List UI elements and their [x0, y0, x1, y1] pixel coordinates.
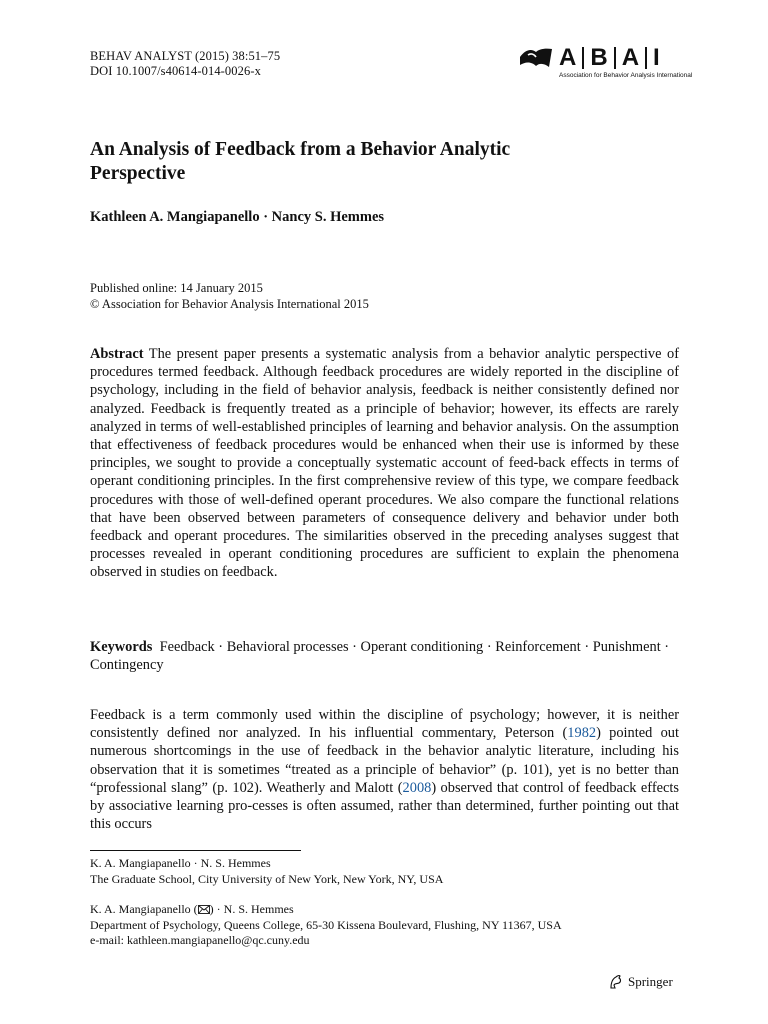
citation-link-2008[interactable]: 2008: [402, 779, 432, 796]
logo-divider: [645, 47, 647, 69]
intro-text-2: ) pointed out numerous shortcomings in the use of feedback in the behavior analytic literature, including his observation that it is sometimes “treated as a principle of behavior” (p. 101), yet is no better than “professional slang” (p. 102). Weatherly and Malott (: [90, 725, 680, 796]
journal-doi[interactable]: DOI 10.1007/s40614-014-0026-x: [90, 64, 261, 78]
keywords: [90, 638, 679, 674]
intro-paragraph: [90, 706, 679, 833]
publication-info: [90, 280, 369, 312]
logo-caption: Association for Behavior Analysis International: [559, 72, 693, 79]
abai-logo: [519, 44, 693, 82]
logo-letter-i: I: [653, 44, 660, 71]
author-email[interactable]: e-mail: kathleen.mangiapanello@qc.cuny.edu: [90, 933, 310, 947]
springer-logo: [608, 974, 673, 990]
affiliation-address: The Graduate School, City University of New York, New York, NY, USA: [90, 871, 444, 886]
abstract-text: The present paper presents a systematic analysis from a behavior analytic perspective of procedures termed feedback. Although feedback procedures are widely reported in the discipline of psychology, including in the field of behavior analysis, feedback is neither consistently defined nor analyzed. Feedback is frequently treated as a principle of behavior; however, its effects are rarely analyzed in terms of well-established principles of learning and behavior analysis. On the assumption that effectiveness of feedback procedures would be enhanced when their use is informed by these principles, we sought to provide a conceptually systematic account of feed-back effects in terms of operant conditioning principles. In the first comprehensive review of this type, we compare feedback procedures with those of well-defined operant procedures. We also compare the functional relations that have been observed between parameters of consequence delivery and behavior under both feedback and operant procedures. The similarities observed in the preceding analyses suggest that processes revealed in operant conditioning procedures are sufficient to explain the phenomena observed in studies on feedback.: [90, 346, 679, 581]
abstract-label: Abstract: [90, 346, 144, 362]
logo-divider: [614, 47, 616, 69]
logo-letter-a: A: [559, 44, 577, 71]
affiliation-block-2: [90, 902, 562, 949]
affiliation-block-1: [90, 856, 443, 887]
intro-text-1: Feedback is a term commonly used within the discipline of psychology; however, it is neither consistently defined nor analyzed. In his influential commentary, Peterson (: [90, 707, 679, 742]
paper-title: An Analysis of Feedback from a Behavior Analytic Perspective: [90, 139, 511, 184]
logo-letter-a2: A: [621, 44, 640, 71]
envelope-icon: [198, 905, 210, 914]
keywords-text: Feedback · Behavioral processes · Operant conditioning · Reinforcement · Punishment · Contingency: [90, 639, 670, 674]
logo-letter-b: B: [590, 44, 608, 71]
copyright-line: © Association for Behavior Analysis International 2015: [90, 297, 369, 311]
department-address: Department of Psychology, Queens College, 65-30 Kissena Boulevard, Flushing, NY 11367, USA: [90, 917, 562, 932]
abstract: [90, 345, 679, 582]
springer-horse-icon: [608, 974, 624, 990]
abai-bird-icon: [519, 47, 553, 69]
citation-link-1982[interactable]: 1982: [567, 725, 597, 742]
published-date: Published online: 14 January 2015: [90, 281, 263, 295]
corresponding-names: K. A. Mangiapanello ( ) · N. S. Hemmes: [90, 902, 294, 916]
affiliation-names: K. A. Mangiapanello · N. S. Hemmes: [90, 856, 271, 870]
intro-text-3: ) observed that control of feedback effects by associative learning pro-cesses is often assumed, rather than determined, further pointing out that this occurs: [90, 779, 680, 833]
keywords-label: Keywords: [90, 639, 153, 655]
journal-citation: BEHAV ANALYST (2015) 38:51–75: [90, 49, 281, 63]
footnote-divider: [90, 850, 301, 851]
logo-divider: [582, 47, 584, 69]
publisher-name: Springer: [628, 974, 673, 989]
author-list: Kathleen A. Mangiapanello · Nancy S. Hemmes: [90, 209, 385, 225]
